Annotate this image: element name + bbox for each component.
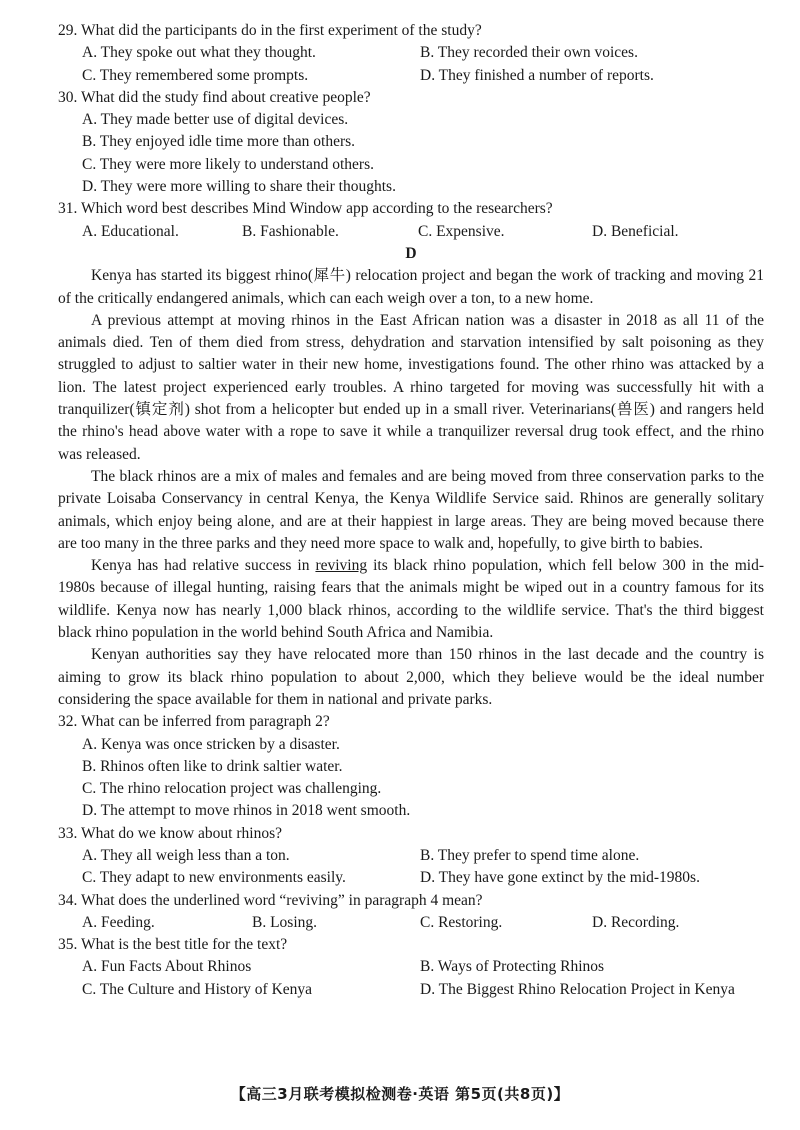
option-30-a: A. They made better use of digital devices. <box>82 111 349 129</box>
paragraph-4-start: Kenya has had relative success in <box>91 557 316 575</box>
exam-page <box>58 20 764 1001</box>
question-34-options <box>58 912 764 934</box>
option-33-b: B. They prefer to spend time alone. <box>420 846 640 864</box>
option-35-d: D. The Biggest Rhino Relocation Project in Kenya <box>420 980 735 998</box>
question-31: 31. Which word best describes Mind Window app according to the researchers? <box>58 200 553 218</box>
option-30-b: B. They enjoyed idle time more than others. <box>82 133 356 151</box>
paragraph-4 <box>58 555 764 644</box>
question-32: 32. What can be inferred from paragraph 2? <box>58 713 330 731</box>
option-33-c: C. They adapt to new environments easily. <box>82 869 346 887</box>
paragraph-1: Kenya has started its biggest rhino(犀牛) relocation project and began the work of tracking and moving 21 of the critically endangered animals, which can each weigh over a ton, to a new home. <box>58 267 764 307</box>
option-34-b: B. Losing. <box>252 913 318 931</box>
option-32-b: B. Rhinos often like to drink saltier water. <box>82 757 343 775</box>
option-35-c: C. The Culture and History of Kenya <box>82 980 313 998</box>
option-32-a: A. Kenya was once stricken by a disaster. <box>82 735 340 753</box>
underlined-word: reviving <box>315 557 368 575</box>
option-30-c: C. They were more likely to understand others. <box>82 155 374 173</box>
paragraph-3: The black rhinos are a mix of males and females and are being moved from three conservation parks to the private Loisaba Conservancy in central Kenya, the Kenya Wildlife Service said. Rhinos are generally solitary animals, which enjoy being alone, and are at their happiest in large areas. They are being moved because there are too many in the three parks and they need more space to walk and, hopefully, to give birth to babies. <box>58 467 764 552</box>
option-34-c: C. Restoring. <box>420 913 503 931</box>
paragraph-5: Kenyan authorities say they have relocated more than 150 rhinos in the last decade and the country is aiming to grow its black rhino population to about 2,000, which they believe would be the ideal number considering the space available for them in national and private parks. <box>58 646 764 708</box>
option-32-c: C. The rhino relocation project was challenging. <box>82 780 382 798</box>
option-34-a: A. Feeding. <box>82 913 155 931</box>
question-29-options-row1 <box>58 42 764 64</box>
paragraph-4-rest: its black rhino population, which fell below 300 in the mid-1980s because of illegal hunting, raising fears that the animals might be wiped out in a country famous for its wildlife. Kenya now has nearly 1,000 black rhinos, according to the wildlife service. That's the third biggest black rhino population in the world behind South Africa and Namibia. <box>58 557 764 642</box>
option-31-c: C. Expensive. <box>418 222 505 240</box>
question-33-options-row2 <box>58 867 764 889</box>
option-31-b: B. Fashionable. <box>242 222 339 240</box>
question-35-options-row2 <box>58 979 764 1001</box>
option-35-a: A. Fun Facts About Rhinos <box>82 958 252 976</box>
option-29-a: A. They spoke out what they thought. <box>82 44 316 62</box>
option-29-d: D. They finished a number of reports. <box>420 66 654 84</box>
page-footer: 【高三3月联考模拟检测卷·英语 第5页(共8页)】 <box>230 1085 570 1103</box>
option-31-d: D. Beneficial. <box>592 222 679 240</box>
option-29-c: C. They remembered some prompts. <box>82 66 309 84</box>
option-33-a: A. They all weigh less than a ton. <box>82 846 290 864</box>
option-33-d: D. They have gone extinct by the mid-1980s. <box>420 869 700 887</box>
question-34: 34. What does the underlined word “reviving” in paragraph 4 mean? <box>58 891 483 909</box>
question-29-options-row2 <box>58 65 764 87</box>
question-35: 35. What is the best title for the text? <box>58 936 288 954</box>
option-34-d: D. Recording. <box>592 913 680 931</box>
question-33: 33. What do we know about rhinos? <box>58 824 282 842</box>
question-29: 29. What did the participants do in the first experiment of the study? <box>58 22 482 39</box>
option-31-a: A. Educational. <box>82 222 179 240</box>
option-32-d: D. The attempt to move rhinos in 2018 went smooth. <box>82 802 411 820</box>
question-30: 30. What did the study find about creative people? <box>58 88 371 106</box>
option-30-d: D. They were more willing to share their thoughts. <box>82 178 396 196</box>
question-31-options <box>58 221 764 243</box>
reading-passage <box>58 265 764 711</box>
question-33-options-row1 <box>58 845 764 867</box>
section-heading: D <box>405 244 417 262</box>
option-29-b: B. They recorded their own voices. <box>420 44 638 62</box>
paragraph-2: A previous attempt at moving rhinos in the East African nation was a disaster in 2018 as all 11 of the animals died. Ten of them died from stress, dehydration and starvation intensified by salt poisoning as they struggled to adjust to saltier water in their new home, investigations found. The other rhino was attacked by a lion. The latest project experienced early troubles. A rhino targeted for moving was successfully hit with a tranquilizer(镇定剂) shot from a helicopter but ended up in a small river. Veterinarians(兽医) and rangers held the rhino's head above water with a rope to save it while a tranquilizer reversal drug took effect, and the rhino was released. <box>58 311 764 463</box>
question-35-options-row1 <box>58 956 764 978</box>
option-35-b: B. Ways of Protecting Rhinos <box>420 958 605 976</box>
